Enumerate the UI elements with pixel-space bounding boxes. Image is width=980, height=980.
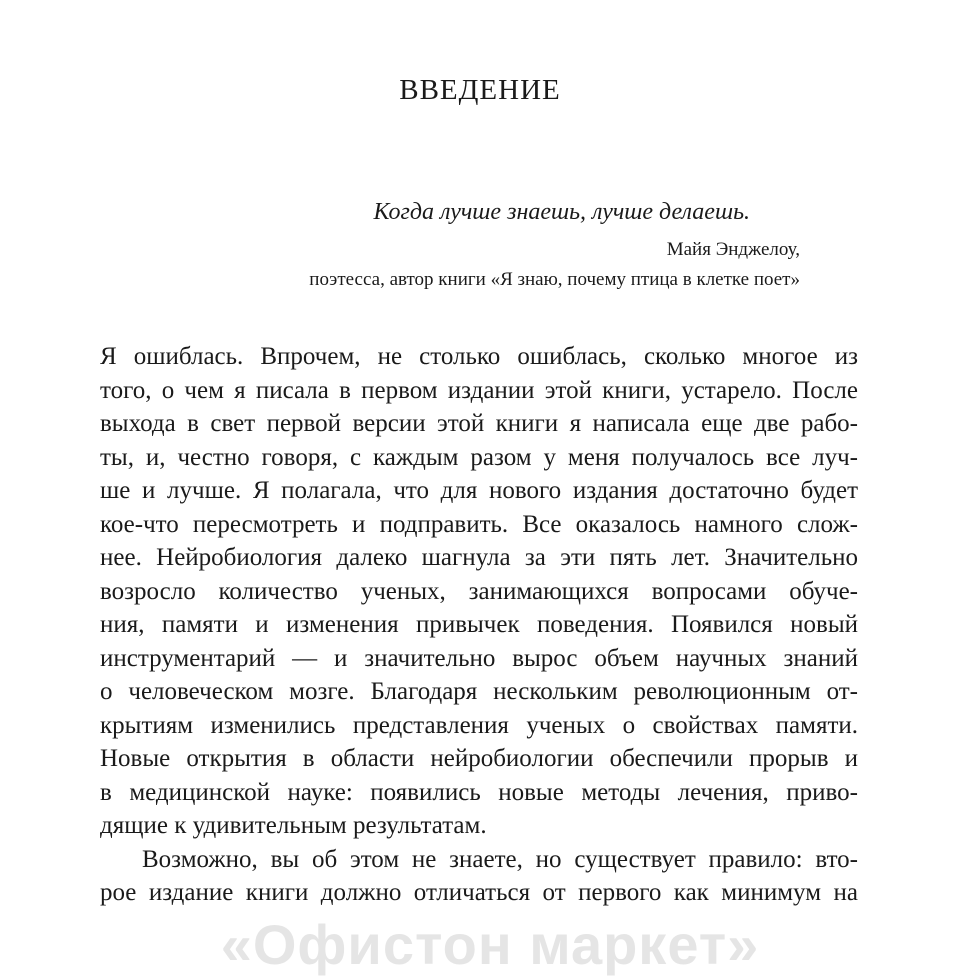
body-line: о человеческом мозге. Благодаря нескольким революционным от-	[100, 678, 858, 705]
body-line: крытиям изменились представления ученых о свойствах памяти.	[100, 711, 858, 739]
body-line: ше и лучше. Я полагала, что для нового издания достаточно будет	[100, 477, 858, 504]
body-line: ты, и, честно говоря, с каждым разом у меня получалось все луч-	[100, 443, 858, 471]
epigraph-author: Майя Энджелоу,	[666, 239, 800, 260]
body-line: выхода в свет первой версии этой книги я написала еще две рабо-	[100, 410, 858, 437]
body-line: того, о чем я писала в первом издании этой книги, устарело. После	[100, 376, 858, 404]
epigraph-quote: Когда лучше знаешь, лучше делаешь.	[373, 199, 750, 225]
body-line: дящие к удивительным результатам.	[100, 812, 487, 839]
body-line: рое издание книги должно отличаться от первого как минимум на	[100, 879, 858, 906]
body-line-paragraph-start: Возможно, вы об этом не знаете, но существует правило: вто-	[142, 845, 858, 873]
store-watermark: «Офистон маркет»	[220, 913, 760, 976]
body-line: нее. Нейробиология далеко шагнула за эти пять лет. Значительно	[100, 544, 858, 571]
epigraph	[100, 195, 800, 295]
body-text	[100, 340, 858, 910]
body-line: Новые открытия в области нейробиологии обеспечили прорыв и	[100, 745, 858, 772]
body-line: кое-что пересмотреть и подправить. Все оказалось намного слож-	[100, 510, 858, 538]
chapter-title: ВВЕДЕНИЕ	[399, 74, 561, 106]
body-line: возросло количество ученых, занимающихся вопросами обуче-	[100, 577, 858, 605]
body-line: инструментарий — и значительно вырос объем научных знаний	[100, 644, 858, 672]
body-line: Я ошиблась. Впрочем, не столько ошиблась, сколько многое из	[100, 343, 858, 370]
body-line: ния, памяти и изменения привычек поведения. Появился новый	[100, 611, 858, 638]
epigraph-author-description: поэтесса, автор книги «Я знаю, почему птица в клетке поет»	[309, 269, 800, 290]
body-line: в медицинской науке: появились новые методы лечения, приво-	[100, 778, 858, 806]
